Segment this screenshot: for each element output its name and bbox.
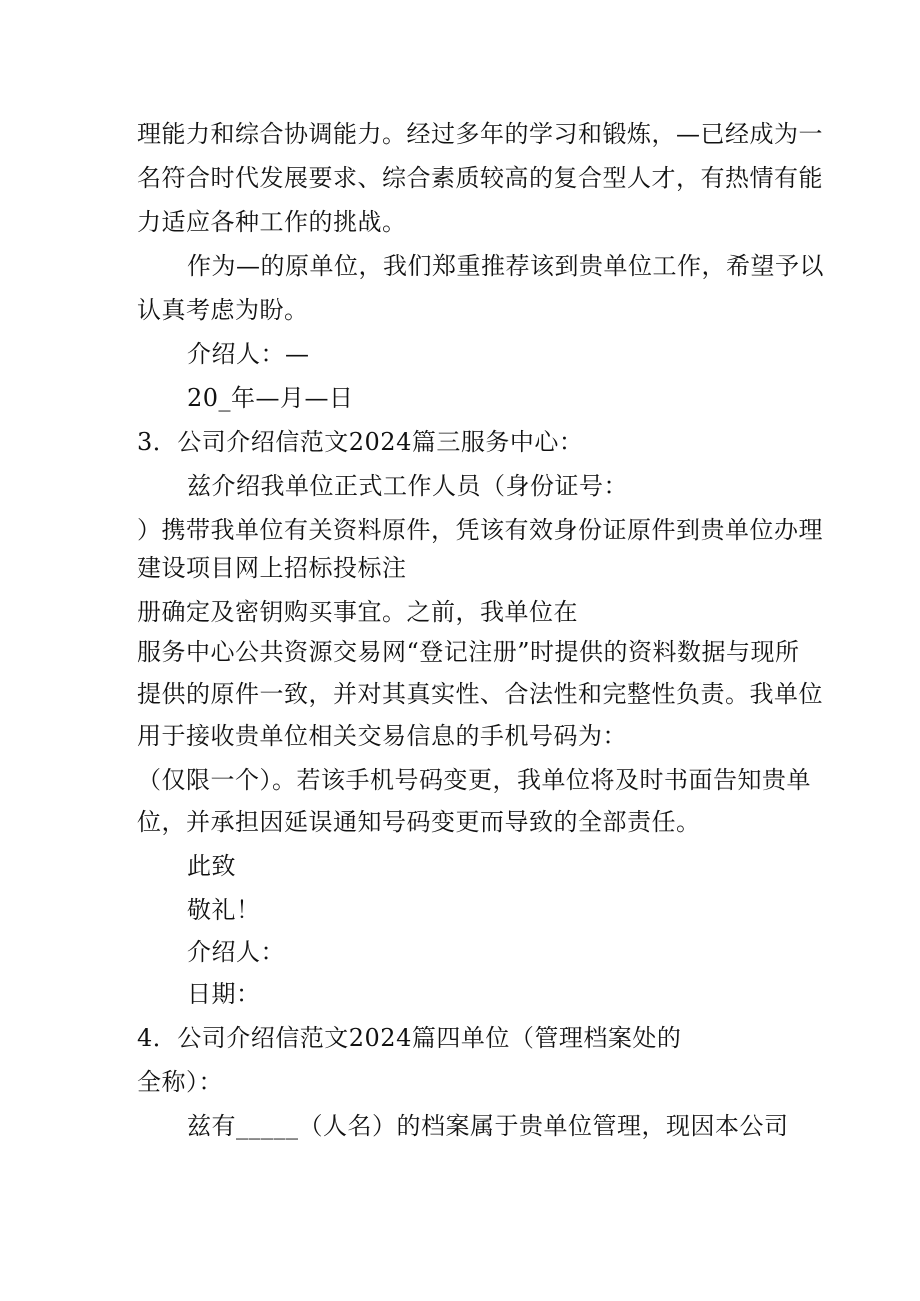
paragraph-line: 册确定及密钥购买事宜。之前，我单位在	[137, 598, 578, 626]
closing-line: 此致	[187, 852, 236, 880]
closing-line: 敬礼！	[187, 896, 261, 924]
section-heading: 3．公司介绍信范文2024篇三服务中心：	[137, 428, 584, 456]
paragraph-line: 位，并承担因延误通知号码变更而导致的全部责任。	[137, 808, 701, 836]
paragraph-line: 作为—的原单位，我们郑重推荐该到贵单位工作，希望予以	[187, 252, 824, 280]
paragraph-line: 兹介绍我单位正式工作人员（身份证号：	[187, 472, 628, 500]
date-line: 日期：	[187, 980, 261, 1008]
paragraph-line: 兹有_____（人名）的档案属于贵单位管理，现因本公司	[187, 1112, 789, 1140]
paragraph-line: 理能力和综合协调能力。经过多年的学习和锻炼，—已经成为一	[137, 120, 823, 148]
paragraph-line: 服务中心公共资源交易网“登记注册”时提供的资料数据与现所	[137, 638, 800, 666]
introducer-line: 介绍人：—	[187, 340, 310, 368]
date-line: 20_年—月—日	[187, 384, 354, 412]
paragraph-line: 力适应各种工作的挑战。	[137, 208, 407, 236]
paragraph-line: 用于接收贵单位相关交易信息的手机号码为：	[137, 722, 627, 750]
paragraph-line: 名符合时代发展要求、综合素质较高的复合型人才，有热情有能	[137, 164, 823, 192]
paragraph-line: 全称）：	[137, 1068, 223, 1096]
paragraph-line: 建设项目网上招标投标注	[137, 554, 407, 582]
paragraph-line: （仅限一个）。若该手机号码变更，我单位将及时书面告知贵单	[137, 766, 811, 794]
paragraph-line: 提供的原件一致，并对其真实性、合法性和完整性负责。我单位	[137, 680, 823, 708]
paragraph-line: ）携带我单位有关资料原件，凭该有效身份证原件到贵单位办理	[137, 516, 823, 544]
paragraph-line: 认真考虑为盼。	[137, 296, 309, 324]
section-heading: 4．公司介绍信范文2024篇四单位（管理档案处的	[137, 1024, 682, 1052]
introducer-line: 介绍人：	[187, 938, 285, 966]
